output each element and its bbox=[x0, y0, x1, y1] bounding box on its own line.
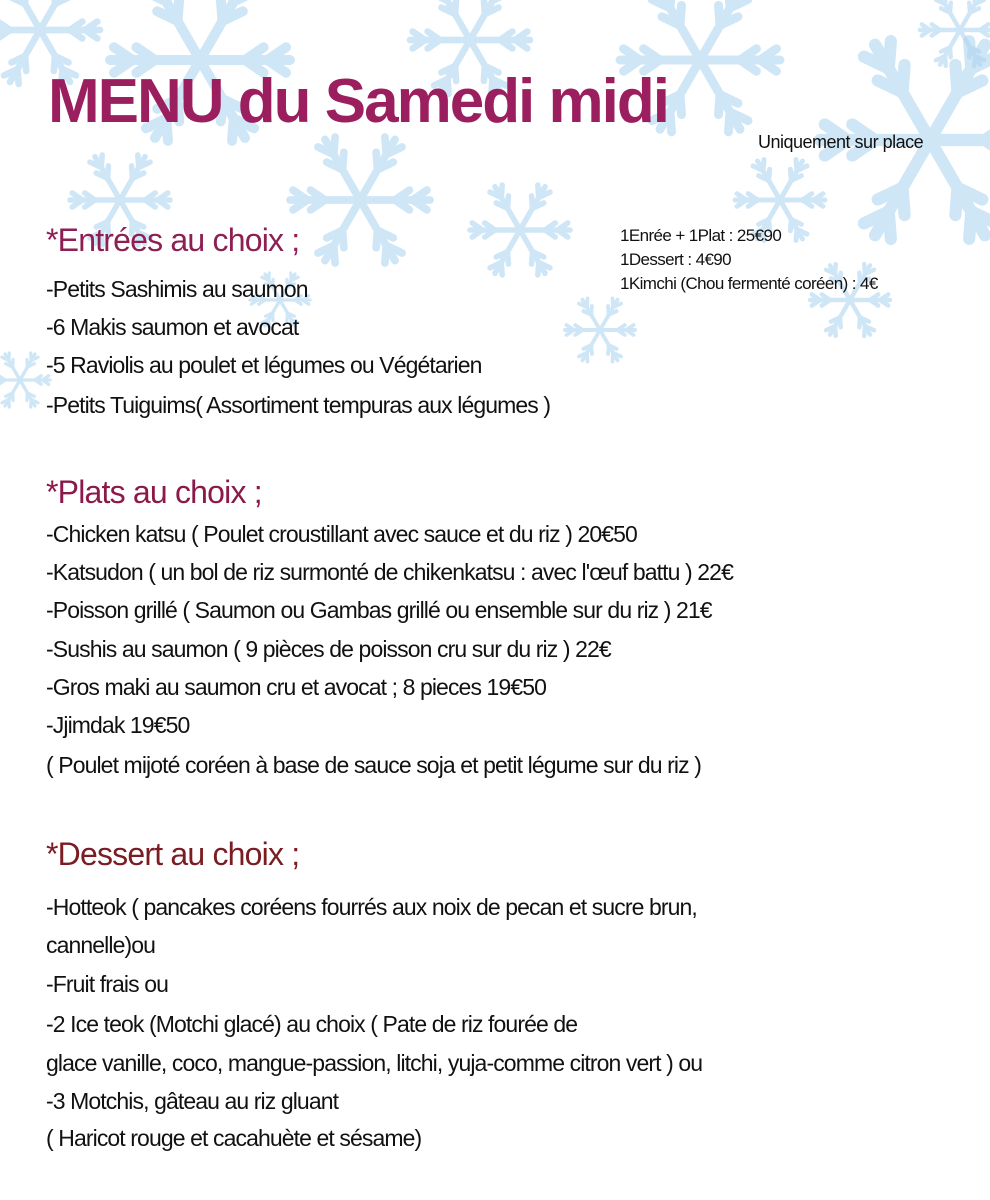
snowflake-icon bbox=[920, 0, 990, 66]
menu-item: -Hotteok ( pancakes coréens fourrés aux noix de pecan et sucre brun, bbox=[46, 894, 697, 920]
menu-title: MENU du Samedi midi bbox=[48, 67, 668, 136]
menu-item: -Sushis au saumon ( 9 pièces de poisson cru sur du riz ) 22€ bbox=[46, 636, 611, 662]
menu-item: cannelle)ou bbox=[46, 932, 156, 958]
menu-item: -Katsudon ( un bol de riz surmonté de chikenkatsu : avec l'œuf battu ) 22€ bbox=[46, 559, 733, 585]
menu-item: -Chicken katsu ( Poulet croustillant avec sauce et du riz ) 20€50 bbox=[46, 521, 637, 547]
menu-item: -Gros maki au saumon cru et avocat ; 8 pieces 19€50 bbox=[46, 674, 546, 700]
price-dessert: 1Dessert : 4€90 bbox=[620, 250, 732, 269]
menu-item: -2 Ice teok (Motchi glacé) au choix ( Pate de riz fourée de bbox=[46, 1011, 578, 1037]
subtitle: Uniquement sur place bbox=[758, 132, 924, 152]
menu-item: -6 Makis saumon et avocat bbox=[46, 314, 299, 340]
price-kimchi: 1Kimchi (Chou fermenté coréen) : 4€ bbox=[620, 274, 878, 293]
menu-item: -5 Raviolis au poulet et légumes ou Végétarien bbox=[46, 352, 482, 378]
menu-item: -Petits Sashimis au saumon bbox=[46, 276, 308, 302]
menu-item: ( Haricot rouge et cacahuète et sésame) bbox=[46, 1125, 422, 1151]
menu-item: -Poisson grillé ( Saumon ou Gambas grillé ou ensemble sur du riz ) 21€ bbox=[46, 597, 712, 623]
menu-item: -Petits Tuiguims( Assortiment tempuras aux légumes ) bbox=[46, 392, 551, 418]
price-formula: 1Enrée + 1Plat : 25€90 bbox=[620, 226, 782, 245]
section-header-desserts: *Dessert au choix ; bbox=[46, 836, 300, 872]
menu-item: ( Poulet mijoté coréen à base de sauce soja et petit légume sur du riz ) bbox=[46, 752, 701, 778]
menu-item: glace vanille, coco, mangue-passion, litchi, yuja-comme citron vert ) ou bbox=[46, 1050, 703, 1076]
snowflake-icon bbox=[0, 353, 50, 407]
snowflake-icon bbox=[565, 299, 635, 362]
price-list bbox=[620, 224, 878, 296]
section-header-plats: *Plats au choix ; bbox=[46, 474, 262, 510]
snowflake-icon bbox=[470, 185, 570, 275]
menu-item: -Jjimdak 19€50 bbox=[46, 712, 190, 738]
section-header-entrees: *Entrées au choix ; bbox=[46, 222, 300, 258]
menu-item: -Fruit frais ou bbox=[46, 971, 168, 997]
snowflake-icon bbox=[290, 137, 430, 263]
menu-item: -3 Motchis, gâteau au riz gluant bbox=[46, 1088, 339, 1114]
